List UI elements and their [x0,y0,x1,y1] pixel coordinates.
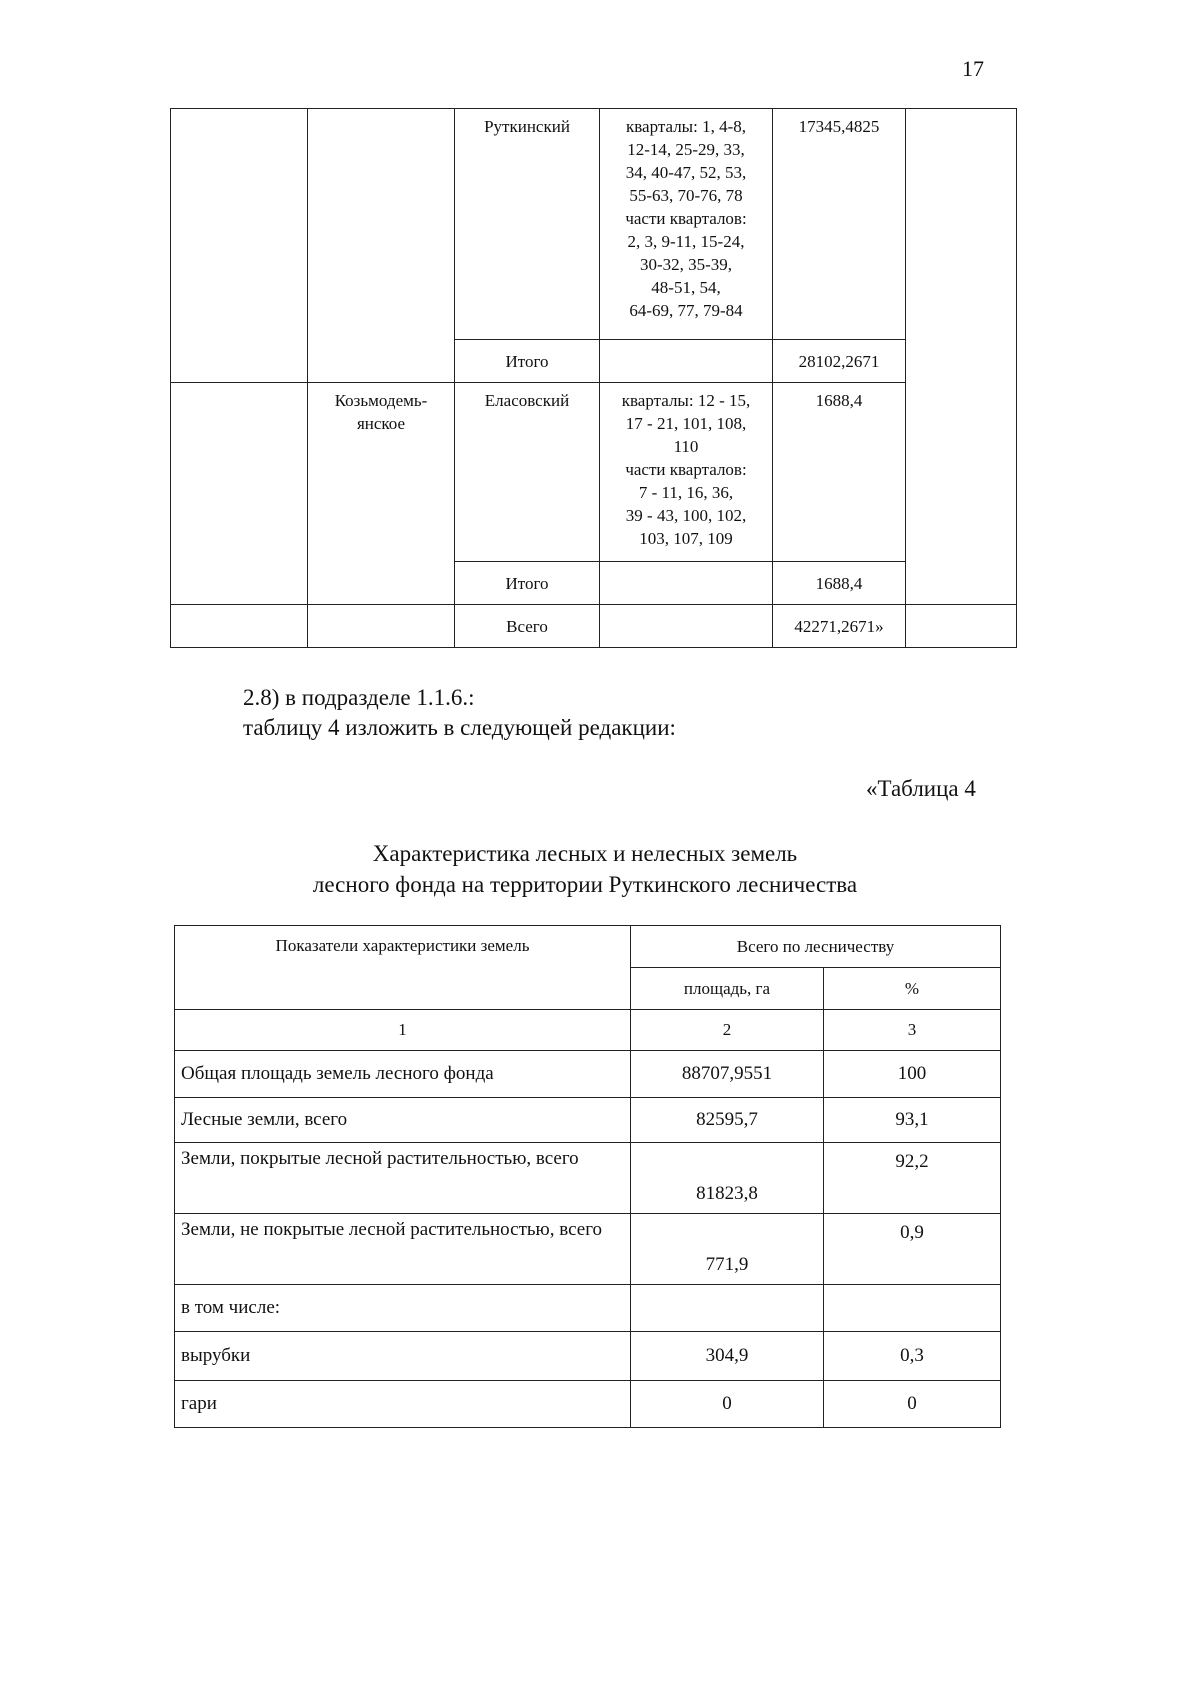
quarters-line: 17 - 21, 101, 108, [625,414,747,433]
table-cell [906,605,1017,648]
header-cell: Всего по лесничеству [631,926,1001,968]
paragraph-line: 2.8) в подразделе 1.1.6.: [243,685,475,710]
table-row [171,383,1017,562]
table-row [175,1381,1001,1428]
percent-value: 0,9 [824,1214,1001,1285]
table-cell [171,383,308,605]
paragraph-line: таблицу 4 изложить в следующей редакции: [243,715,676,740]
row-label: Общая площадь земель лесного фонда [175,1051,631,1098]
quarters-line: 2, 3, 9-11, 15-24, [627,232,745,251]
total-value: 42271,2671» [773,605,906,648]
area-value: 304,9 [631,1332,824,1381]
forestry-cell: Еласовский [455,383,600,562]
subtotal-label: Итого [455,340,600,383]
table-cell [171,605,308,648]
total-label: Всего [455,605,600,648]
district-line: Козьмодемь- [334,391,428,410]
header-cell: площадь, га [631,968,824,1010]
area-value: 0 [631,1381,824,1428]
table-row [175,1285,1001,1332]
table-row [171,109,1017,340]
heading-line: Характеристика лесных и нелесных земель [372,841,798,866]
area-cell: 17345,4825 [773,109,906,340]
row-label: гари [175,1381,631,1428]
area-value: 82595,7 [631,1098,824,1143]
table-cell [906,109,1017,605]
table-cell [600,340,773,383]
table-heading [170,838,1000,900]
district-cell [308,383,455,605]
header-cell: % [824,968,1001,1010]
land-characteristics-table [174,925,1001,1428]
subtotal-value: 28102,2671 [773,340,906,383]
area-value: 81823,8 [631,1143,824,1214]
table-row [175,1051,1001,1098]
column-number: 1 [175,1010,631,1051]
row-label: в том числе: [175,1285,631,1332]
quarters-line: 64-69, 77, 79-84 [629,301,743,320]
table-row [175,1332,1001,1381]
percent-value: 100 [824,1051,1001,1098]
area-value: 88707,9551 [631,1051,824,1098]
quarters-line: части кварталов: [625,460,747,479]
area-cell: 1688,4 [773,383,906,562]
heading-line: лесного фонда на территории Руткинского лесничества [312,872,858,897]
table-cell [308,605,455,648]
header-cell: Показатели характеристики земель [175,926,631,1010]
forestry-cell: Руткинский [455,109,600,340]
percent-value: 92,2 [824,1143,1001,1214]
quarters-line: 30-32, 35-39, [639,255,733,274]
row-label: вырубки [175,1332,631,1381]
table-label: «Таблица 4 [866,776,976,801]
table-row [171,605,1017,648]
quarters-line: 34, 40-47, 52, 53, [625,163,747,182]
column-number: 2 [631,1010,824,1051]
percent-value: 93,1 [824,1098,1001,1143]
quarters-line: 39 - 43, 100, 102, [625,506,747,525]
table-cell [600,605,773,648]
subtotal-label: Итого [455,562,600,605]
quarters-line: 12-14, 25-29, 33, [627,140,745,159]
quarters-line: 110 [673,437,699,456]
page-number: 17 [962,56,984,81]
column-number: 3 [824,1010,1001,1051]
percent-value: 0,3 [824,1332,1001,1381]
district-line: янское [356,414,406,433]
quarters-line: 103, 107, 109 [639,529,733,548]
row-label: Земли, покрытые лесной растительностью, всего [175,1143,631,1214]
quarters-line: кварталы: 12 - 15, [621,391,751,410]
forest-quarters-table [170,108,1017,648]
quarters-cell [600,109,773,340]
table-row [175,1143,1001,1214]
percent-value: 0 [824,1381,1001,1428]
quarters-line: кварталы: 1, 4-8, [625,117,746,136]
quarters-line: 55-63, 70-76, 78 [629,186,743,205]
area-value: 771,9 [631,1214,824,1285]
quarters-line: 48-51, 54, [651,278,721,297]
header-row [175,926,1001,968]
row-label: Земли, не покрытые лесной растительностью, всего [175,1214,631,1285]
percent-value [824,1285,1001,1332]
table-cell [171,109,308,383]
subtotal-value: 1688,4 [773,562,906,605]
area-value [631,1285,824,1332]
column-number-row [175,1010,1001,1051]
table-row [175,1214,1001,1285]
quarters-cell [600,383,773,562]
row-label: Лесные земли, всего [175,1098,631,1143]
table-cell [600,562,773,605]
quarters-line: части кварталов: [625,209,747,228]
quarters-line: 7 - 11, 16, 36, [638,483,734,502]
table-row [175,1098,1001,1143]
table-cell [308,109,455,383]
